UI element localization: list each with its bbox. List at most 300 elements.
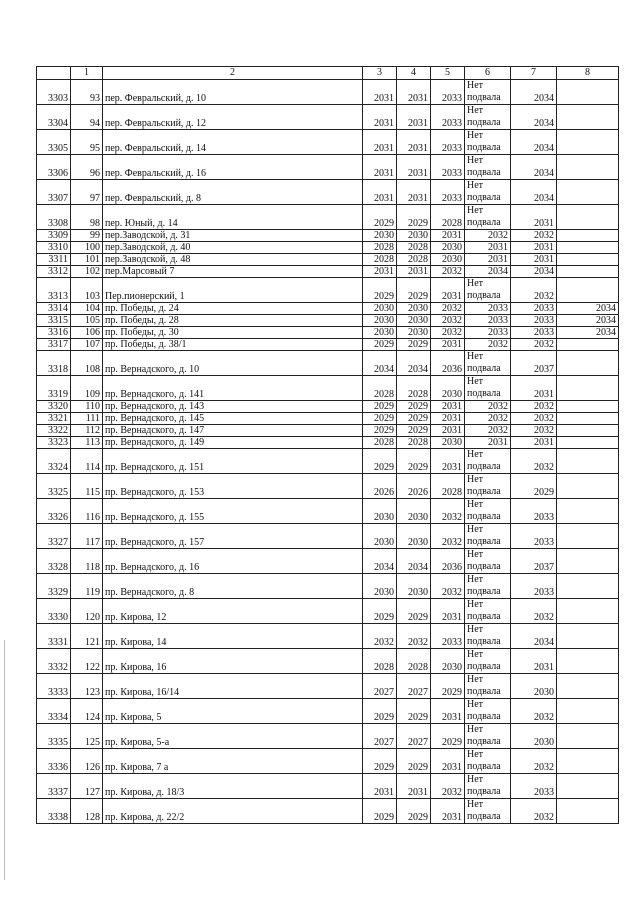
col6-cell: 2032 (465, 425, 511, 437)
col6-cell: 2032 (465, 413, 511, 425)
row-number-cell: 3305 (37, 130, 71, 155)
basement-status-line2: подвала (467, 686, 501, 697)
col8-cell (557, 499, 619, 524)
basement-status-line2: подвала (467, 761, 501, 772)
col3-cell: 2029 (363, 401, 397, 413)
col7-cell: 2033 (511, 499, 557, 524)
basement-status-line2: подвала (467, 711, 501, 722)
col7-cell: 2029 (511, 474, 557, 499)
col4-cell: 2030 (397, 315, 431, 327)
basement-status-line2: подвала (467, 536, 501, 547)
col6-cell (465, 599, 511, 624)
col8-cell (557, 401, 619, 413)
col5-cell: 2031 (431, 449, 465, 474)
table-row (37, 205, 619, 230)
basement-status-line2: подвала (467, 511, 501, 522)
col8-cell (557, 254, 619, 266)
table-row (37, 339, 619, 351)
address-cell: пер. Юный, д. 14 (103, 205, 363, 230)
table-row (37, 699, 619, 724)
col5-cell: 2028 (431, 205, 465, 230)
col4-cell: 2028 (397, 437, 431, 449)
table-row (37, 155, 619, 180)
col5-cell: 2036 (431, 351, 465, 376)
basement-status-line1: Нет (467, 774, 484, 785)
col5-cell: 2028 (431, 474, 465, 499)
item-index-cell: 103 (71, 278, 103, 303)
row-number-cell: 3323 (37, 437, 71, 449)
table-row (37, 242, 619, 254)
col3-cell: 2028 (363, 437, 397, 449)
col3-cell: 2031 (363, 80, 397, 105)
col8-cell (557, 266, 619, 278)
item-index-cell: 107 (71, 339, 103, 351)
item-index-cell: 117 (71, 524, 103, 549)
col7-cell: 2037 (511, 549, 557, 574)
table-row (37, 574, 619, 599)
col4-cell: 2028 (397, 649, 431, 674)
col8-cell: 2034 (557, 327, 619, 339)
row-number-cell: 3331 (37, 624, 71, 649)
item-index-cell: 97 (71, 180, 103, 205)
col3-cell: 2030 (363, 574, 397, 599)
address-cell: пр. Кирова, 5-а (103, 724, 363, 749)
table-row (37, 425, 619, 437)
col5-cell: 2031 (431, 749, 465, 774)
col5-cell: 2033 (431, 155, 465, 180)
table-row (37, 724, 619, 749)
col4-cell: 2029 (397, 413, 431, 425)
col8-cell (557, 180, 619, 205)
col6-cell (465, 80, 511, 105)
col7-cell: 2034 (511, 180, 557, 205)
document-table-sheet (36, 66, 618, 824)
col3-cell: 2028 (363, 254, 397, 266)
table-row (37, 376, 619, 401)
row-number-cell: 3316 (37, 327, 71, 339)
col7-cell: 2033 (511, 315, 557, 327)
col3-cell: 2031 (363, 130, 397, 155)
col7-cell: 2034 (511, 130, 557, 155)
col6-cell: 2031 (465, 254, 511, 266)
col3-cell: 2030 (363, 303, 397, 315)
row-number-cell: 3335 (37, 724, 71, 749)
col4-cell: 2028 (397, 242, 431, 254)
basement-status-line2: подвала (467, 217, 501, 228)
row-number-cell: 3313 (37, 278, 71, 303)
basement-status-line1: Нет (467, 130, 484, 141)
col8-cell (557, 413, 619, 425)
col3-cell: 2029 (363, 599, 397, 624)
row-number-cell: 3317 (37, 339, 71, 351)
basement-status-line1: Нет (467, 499, 484, 510)
header-cell: 3 (363, 67, 397, 80)
col5-cell: 2031 (431, 413, 465, 425)
row-number-cell: 3334 (37, 699, 71, 724)
row-number-cell: 3336 (37, 749, 71, 774)
column-number-header-row (37, 67, 619, 80)
item-index-cell: 96 (71, 155, 103, 180)
col3-cell: 2032 (363, 624, 397, 649)
address-cell: пер.Заводской, д. 40 (103, 242, 363, 254)
col3-cell: 2034 (363, 351, 397, 376)
header-cell: 2 (103, 67, 363, 80)
col7-cell: 2032 (511, 449, 557, 474)
item-index-cell: 127 (71, 774, 103, 799)
item-index-cell: 95 (71, 130, 103, 155)
row-number-cell: 3332 (37, 649, 71, 674)
col3-cell: 2027 (363, 674, 397, 699)
item-index-cell: 99 (71, 230, 103, 242)
item-index-cell: 113 (71, 437, 103, 449)
table-row (37, 413, 619, 425)
table-row (37, 303, 619, 315)
col3-cell: 2029 (363, 278, 397, 303)
col6-cell (465, 699, 511, 724)
table-row (37, 130, 619, 155)
col6-cell (465, 799, 511, 824)
col3-cell: 2028 (363, 649, 397, 674)
address-cell: пр. Вернадского, д. 157 (103, 524, 363, 549)
row-number-cell: 3338 (37, 799, 71, 824)
col3-cell: 2030 (363, 327, 397, 339)
col4-cell: 2031 (397, 130, 431, 155)
col6-cell (465, 155, 511, 180)
item-index-cell: 115 (71, 474, 103, 499)
col4-cell: 2030 (397, 524, 431, 549)
col5-cell: 2031 (431, 230, 465, 242)
col5-cell: 2033 (431, 105, 465, 130)
basement-status-line1: Нет (467, 549, 484, 560)
col8-cell (557, 278, 619, 303)
address-cell: пер. Февральский, д. 14 (103, 130, 363, 155)
item-index-cell: 109 (71, 376, 103, 401)
col7-cell: 2034 (511, 80, 557, 105)
col4-cell: 2029 (397, 599, 431, 624)
basement-status-line2: подвала (467, 486, 501, 497)
col5-cell: 2030 (431, 376, 465, 401)
col6-cell (465, 130, 511, 155)
col5-cell: 2030 (431, 649, 465, 674)
col6-cell (465, 774, 511, 799)
col8-cell (557, 474, 619, 499)
col4-cell: 2029 (397, 749, 431, 774)
basement-status-line1: Нет (467, 180, 484, 191)
row-number-cell: 3333 (37, 674, 71, 699)
col4-cell: 2031 (397, 155, 431, 180)
address-cell: пр. Победы, д. 24 (103, 303, 363, 315)
row-number-cell: 3303 (37, 80, 71, 105)
col3-cell: 2031 (363, 105, 397, 130)
table-row (37, 80, 619, 105)
col6-cell (465, 205, 511, 230)
item-index-cell: 112 (71, 425, 103, 437)
col5-cell: 2031 (431, 278, 465, 303)
table-row (37, 437, 619, 449)
col5-cell: 2031 (431, 401, 465, 413)
col7-cell: 2033 (511, 327, 557, 339)
col8-cell (557, 205, 619, 230)
table-row (37, 230, 619, 242)
col6-cell: 2032 (465, 230, 511, 242)
col7-cell: 2032 (511, 278, 557, 303)
col4-cell: 2029 (397, 278, 431, 303)
col3-cell: 2031 (363, 774, 397, 799)
address-cell: пр. Кирова, 16/14 (103, 674, 363, 699)
table-row (37, 749, 619, 774)
col8-cell: 2034 (557, 315, 619, 327)
col4-cell: 2029 (397, 401, 431, 413)
col5-cell: 2031 (431, 425, 465, 437)
basement-status-line2: подвала (467, 388, 501, 399)
item-index-cell: 122 (71, 649, 103, 674)
address-cell: пр. Вернадского, д. 16 (103, 549, 363, 574)
col8-cell (557, 724, 619, 749)
address-cell: пр. Вернадского, д. 147 (103, 425, 363, 437)
col5-cell: 2031 (431, 599, 465, 624)
basement-status-line2: подвала (467, 117, 501, 128)
col7-cell: 2033 (511, 303, 557, 315)
col3-cell: 2029 (363, 699, 397, 724)
col3-cell: 2028 (363, 376, 397, 401)
item-index-cell: 106 (71, 327, 103, 339)
table-row (37, 315, 619, 327)
col3-cell: 2029 (363, 799, 397, 824)
col3-cell: 2031 (363, 155, 397, 180)
address-cell: Пер.пионерский, 1 (103, 278, 363, 303)
col5-cell: 2032 (431, 327, 465, 339)
col7-cell: 2032 (511, 413, 557, 425)
address-cell: пр. Победы, д. 30 (103, 327, 363, 339)
col7-cell: 2032 (511, 799, 557, 824)
item-index-cell: 123 (71, 674, 103, 699)
row-number-cell: 3324 (37, 449, 71, 474)
basement-status-line2: подвала (467, 586, 501, 597)
address-cell: пр. Кирова, 12 (103, 599, 363, 624)
col8-cell (557, 449, 619, 474)
basement-status-line2: подвала (467, 461, 501, 472)
basement-status-line1: Нет (467, 599, 484, 610)
col6-cell: 2032 (465, 401, 511, 413)
col4-cell: 2029 (397, 425, 431, 437)
address-cell: пр. Вернадского, д. 8 (103, 574, 363, 599)
col5-cell: 2032 (431, 266, 465, 278)
col6-cell (465, 649, 511, 674)
col8-cell: 2034 (557, 303, 619, 315)
address-cell: пр. Победы, д. 38/1 (103, 339, 363, 351)
table-row (37, 649, 619, 674)
col6-cell (465, 105, 511, 130)
col7-cell: 2033 (511, 524, 557, 549)
item-index-cell: 94 (71, 105, 103, 130)
row-number-cell: 3328 (37, 549, 71, 574)
col4-cell: 2031 (397, 80, 431, 105)
col8-cell (557, 599, 619, 624)
col4-cell: 2031 (397, 105, 431, 130)
row-number-cell: 3327 (37, 524, 71, 549)
col5-cell: 2033 (431, 130, 465, 155)
basement-status-line1: Нет (467, 449, 484, 460)
item-index-cell: 124 (71, 699, 103, 724)
col6-cell: 2032 (465, 339, 511, 351)
col6-cell (465, 180, 511, 205)
col4-cell: 2034 (397, 351, 431, 376)
basement-status-line1: Нет (467, 649, 484, 660)
table-row (37, 524, 619, 549)
header-cell: 1 (71, 67, 103, 80)
col5-cell: 2030 (431, 242, 465, 254)
housing-schedule-table (36, 66, 619, 824)
col8-cell (557, 749, 619, 774)
col5-cell: 2033 (431, 80, 465, 105)
basement-status-line1: Нет (467, 574, 484, 585)
header-cell: 4 (397, 67, 431, 80)
basement-status-line1: Нет (467, 105, 484, 116)
basement-status-line2: подвала (467, 142, 501, 153)
basement-status-line2: подвала (467, 786, 501, 797)
address-cell: пер. Февральский, д. 10 (103, 80, 363, 105)
basement-status-line1: Нет (467, 624, 484, 635)
col3-cell: 2031 (363, 266, 397, 278)
col6-cell (465, 524, 511, 549)
basement-status-line1: Нет (467, 524, 484, 535)
col8-cell (557, 649, 619, 674)
basement-status-line1: Нет (467, 205, 484, 216)
col7-cell: 2031 (511, 205, 557, 230)
col4-cell: 2026 (397, 474, 431, 499)
col5-cell: 2031 (431, 339, 465, 351)
col5-cell: 2032 (431, 524, 465, 549)
table-row (37, 266, 619, 278)
col7-cell: 2032 (511, 749, 557, 774)
col5-cell: 2032 (431, 499, 465, 524)
basement-status-line1: Нет (467, 799, 484, 810)
col7-cell: 2032 (511, 599, 557, 624)
col8-cell (557, 674, 619, 699)
basement-status-line1: Нет (467, 474, 484, 485)
col5-cell: 2033 (431, 624, 465, 649)
col6-cell: 2031 (465, 242, 511, 254)
item-index-cell: 121 (71, 624, 103, 649)
row-number-cell: 3304 (37, 105, 71, 130)
col3-cell: 2030 (363, 499, 397, 524)
col4-cell: 2029 (397, 339, 431, 351)
item-index-cell: 120 (71, 599, 103, 624)
col3-cell: 2029 (363, 413, 397, 425)
col5-cell: 2029 (431, 724, 465, 749)
col8-cell (557, 574, 619, 599)
item-index-cell: 102 (71, 266, 103, 278)
col7-cell: 2032 (511, 230, 557, 242)
item-index-cell: 114 (71, 449, 103, 474)
table-row (37, 624, 619, 649)
col7-cell: 2031 (511, 242, 557, 254)
col8-cell (557, 549, 619, 574)
address-cell: пр. Кирова, 7 а (103, 749, 363, 774)
basement-status-line1: Нет (467, 376, 484, 387)
row-number-cell: 3306 (37, 155, 71, 180)
basement-status-line1: Нет (467, 699, 484, 710)
col8-cell (557, 130, 619, 155)
col8-cell (557, 80, 619, 105)
col4-cell: 2030 (397, 327, 431, 339)
row-number-cell: 3308 (37, 205, 71, 230)
basement-status-line2: подвала (467, 290, 501, 301)
col8-cell (557, 437, 619, 449)
col7-cell: 2032 (511, 339, 557, 351)
table-row (37, 549, 619, 574)
col3-cell: 2029 (363, 205, 397, 230)
col4-cell: 2034 (397, 549, 431, 574)
col3-cell: 2034 (363, 549, 397, 574)
row-number-cell: 3330 (37, 599, 71, 624)
col3-cell: 2029 (363, 339, 397, 351)
address-cell: пер.Заводской, д. 31 (103, 230, 363, 242)
table-row (37, 474, 619, 499)
col5-cell: 2030 (431, 437, 465, 449)
col7-cell: 2031 (511, 376, 557, 401)
col5-cell: 2033 (431, 180, 465, 205)
col4-cell: 2030 (397, 230, 431, 242)
address-cell: пер. Февральский, д. 12 (103, 105, 363, 130)
col4-cell: 2027 (397, 724, 431, 749)
col7-cell: 2031 (511, 437, 557, 449)
col3-cell: 2027 (363, 724, 397, 749)
col3-cell: 2028 (363, 242, 397, 254)
col6-cell (465, 499, 511, 524)
table-row (37, 599, 619, 624)
page-edge-line (4, 640, 5, 880)
col3-cell: 2029 (363, 425, 397, 437)
address-cell: пр. Победы, д. 28 (103, 315, 363, 327)
address-cell: пер. Февральский, д. 16 (103, 155, 363, 180)
basement-status-line1: Нет (467, 724, 484, 735)
address-cell: пр. Кирова, д. 22/2 (103, 799, 363, 824)
col3-cell: 2030 (363, 230, 397, 242)
col6-cell (465, 549, 511, 574)
col4-cell: 2028 (397, 254, 431, 266)
col4-cell: 2031 (397, 774, 431, 799)
col3-cell: 2030 (363, 315, 397, 327)
col7-cell: 2034 (511, 266, 557, 278)
col7-cell: 2034 (511, 155, 557, 180)
item-index-cell: 128 (71, 799, 103, 824)
basement-status-line2: подвала (467, 561, 501, 572)
col7-cell: 2032 (511, 699, 557, 724)
col6-cell (465, 624, 511, 649)
address-cell: пр. Вернадского, д. 151 (103, 449, 363, 474)
row-number-cell: 3310 (37, 242, 71, 254)
col6-cell (465, 674, 511, 699)
item-index-cell: 93 (71, 80, 103, 105)
col4-cell: 2031 (397, 266, 431, 278)
address-cell: пр. Вернадского, д. 141 (103, 376, 363, 401)
table-row (37, 774, 619, 799)
address-cell: пр. Вернадского, д. 155 (103, 499, 363, 524)
col4-cell: 2029 (397, 799, 431, 824)
basement-status-line2: подвала (467, 636, 501, 647)
item-index-cell: 116 (71, 499, 103, 524)
row-number-cell: 3319 (37, 376, 71, 401)
col4-cell: 2027 (397, 674, 431, 699)
col3-cell: 2031 (363, 180, 397, 205)
basement-status-line1: Нет (467, 80, 484, 91)
table-row (37, 449, 619, 474)
col4-cell: 2029 (397, 699, 431, 724)
basement-status-line1: Нет (467, 674, 484, 685)
col8-cell (557, 425, 619, 437)
basement-status-line2: подвала (467, 811, 501, 822)
